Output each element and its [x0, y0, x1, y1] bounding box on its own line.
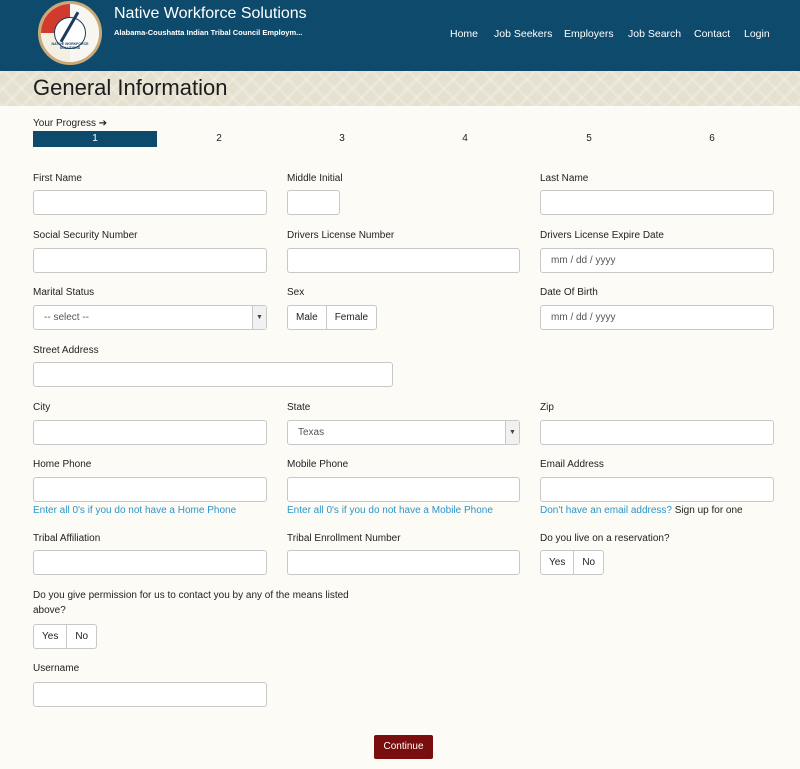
first-name-label: First Name	[33, 173, 82, 184]
email-field[interactable]	[540, 477, 774, 502]
nav-job-seekers[interactable]: Job Seekers	[494, 28, 553, 40]
zip-field[interactable]	[540, 420, 774, 445]
reservation-label: Do you live on a reservation?	[540, 533, 670, 544]
marital-status-select[interactable]	[33, 305, 267, 330]
dl-expire-date-field[interactable]: mm / dd / yyyy	[540, 248, 774, 273]
state-label: State	[287, 402, 311, 413]
progress-step-4: 4	[462, 133, 468, 144]
first-name-field[interactable]	[33, 190, 267, 215]
username-field[interactable]	[33, 682, 267, 707]
continue-button[interactable]: Continue	[374, 735, 433, 759]
nav-job-search[interactable]: Job Search	[628, 28, 682, 40]
permission-toggle	[33, 624, 97, 649]
home-phone-hint: Enter all 0's if you do not have a Home Phone	[33, 505, 237, 516]
sex-toggle	[287, 305, 377, 330]
nav-home[interactable]: Home	[450, 28, 479, 40]
site-title[interactable]: Native Workforce Solutions	[114, 5, 307, 22]
reservation-toggle	[540, 550, 604, 575]
progress-step-5: 5	[586, 133, 592, 144]
permission-label-line2: above?	[33, 605, 66, 616]
mobile-phone-field[interactable]	[287, 477, 520, 502]
progress-step-6: 6	[709, 133, 715, 144]
progress-label: Your Progress ➔	[33, 118, 108, 129]
email-signup-link[interactable]: Sign up for one	[674, 505, 743, 516]
street-address-label: Street Address	[33, 345, 99, 356]
nav-login[interactable]: Login	[744, 28, 770, 40]
progress-step-3: 3	[339, 133, 345, 144]
home-phone-field[interactable]	[33, 477, 267, 502]
tribal-affiliation-label: Tribal Affiliation	[33, 533, 101, 544]
sex-male-option[interactable]: Male	[296, 312, 318, 323]
ssn-label: Social Security Number	[33, 230, 138, 241]
tribal-enrollment-label: Tribal Enrollment Number	[287, 533, 401, 544]
dl-number-label: Drivers License Number	[287, 230, 395, 241]
street-address-field[interactable]	[33, 362, 393, 387]
dob-field[interactable]: mm / dd / yyyy	[540, 305, 774, 330]
dl-number-field[interactable]	[287, 248, 520, 273]
nav-employers[interactable]: Employers	[564, 28, 614, 40]
tribal-enrollment-field[interactable]	[287, 550, 520, 575]
email-label: Email Address	[540, 459, 604, 470]
sex-female-option[interactable]: Female	[326, 306, 376, 329]
dl-expire-label: Drivers License Expire Date	[540, 230, 664, 241]
zip-label: Zip	[540, 402, 554, 413]
page-title: General Information	[33, 75, 228, 100]
last-name-label: Last Name	[540, 173, 589, 184]
site-subtitle: Alabama-Coushatta Indian Tribal Council Employm...	[114, 28, 303, 37]
permission-no-option[interactable]: No	[66, 625, 96, 648]
dob-label: Date Of Birth	[540, 287, 598, 298]
progress-step-2: 2	[216, 133, 222, 144]
state-value: Texas	[298, 427, 325, 438]
city-label: City	[33, 402, 51, 413]
mobile-phone-hint: Enter all 0's if you do not have a Mobile Phone	[287, 505, 493, 516]
permission-label-line1: Do you give permission for us to contact you by any of the means listed	[33, 590, 349, 601]
ssn-field[interactable]	[33, 248, 267, 273]
mobile-phone-label: Mobile Phone	[287, 459, 349, 470]
nav-contact[interactable]: Contact	[694, 28, 731, 40]
city-field[interactable]	[33, 420, 267, 445]
last-name-field[interactable]	[540, 190, 774, 215]
chevron-down-icon[interactable]: ▼	[505, 421, 519, 444]
tribal-logo[interactable]	[38, 1, 102, 65]
username-label: Username	[33, 663, 80, 674]
tribal-affiliation-field[interactable]	[33, 550, 267, 575]
reservation-no-option[interactable]: No	[573, 551, 603, 574]
site-header	[0, 0, 800, 71]
chevron-down-icon[interactable]: ▼	[252, 306, 266, 329]
marital-status-value: -- select --	[44, 312, 89, 323]
home-phone-label: Home Phone	[33, 459, 92, 470]
marital-status-label: Marital Status	[33, 287, 95, 298]
state-select[interactable]	[287, 420, 520, 445]
reservation-yes-option[interactable]: Yes	[549, 557, 566, 568]
permission-yes-option[interactable]: Yes	[42, 631, 59, 642]
logo-text: NATIVE WORKFORCE SOLUTIONS	[51, 42, 89, 50]
sex-label: Sex	[287, 287, 305, 298]
middle-initial-label: Middle Initial	[287, 173, 343, 184]
progress-step-1: 1	[33, 131, 157, 147]
middle-initial-field[interactable]	[287, 190, 340, 215]
email-hint-link[interactable]: Don't have an email address?	[540, 505, 672, 516]
email-hint	[540, 505, 743, 516]
